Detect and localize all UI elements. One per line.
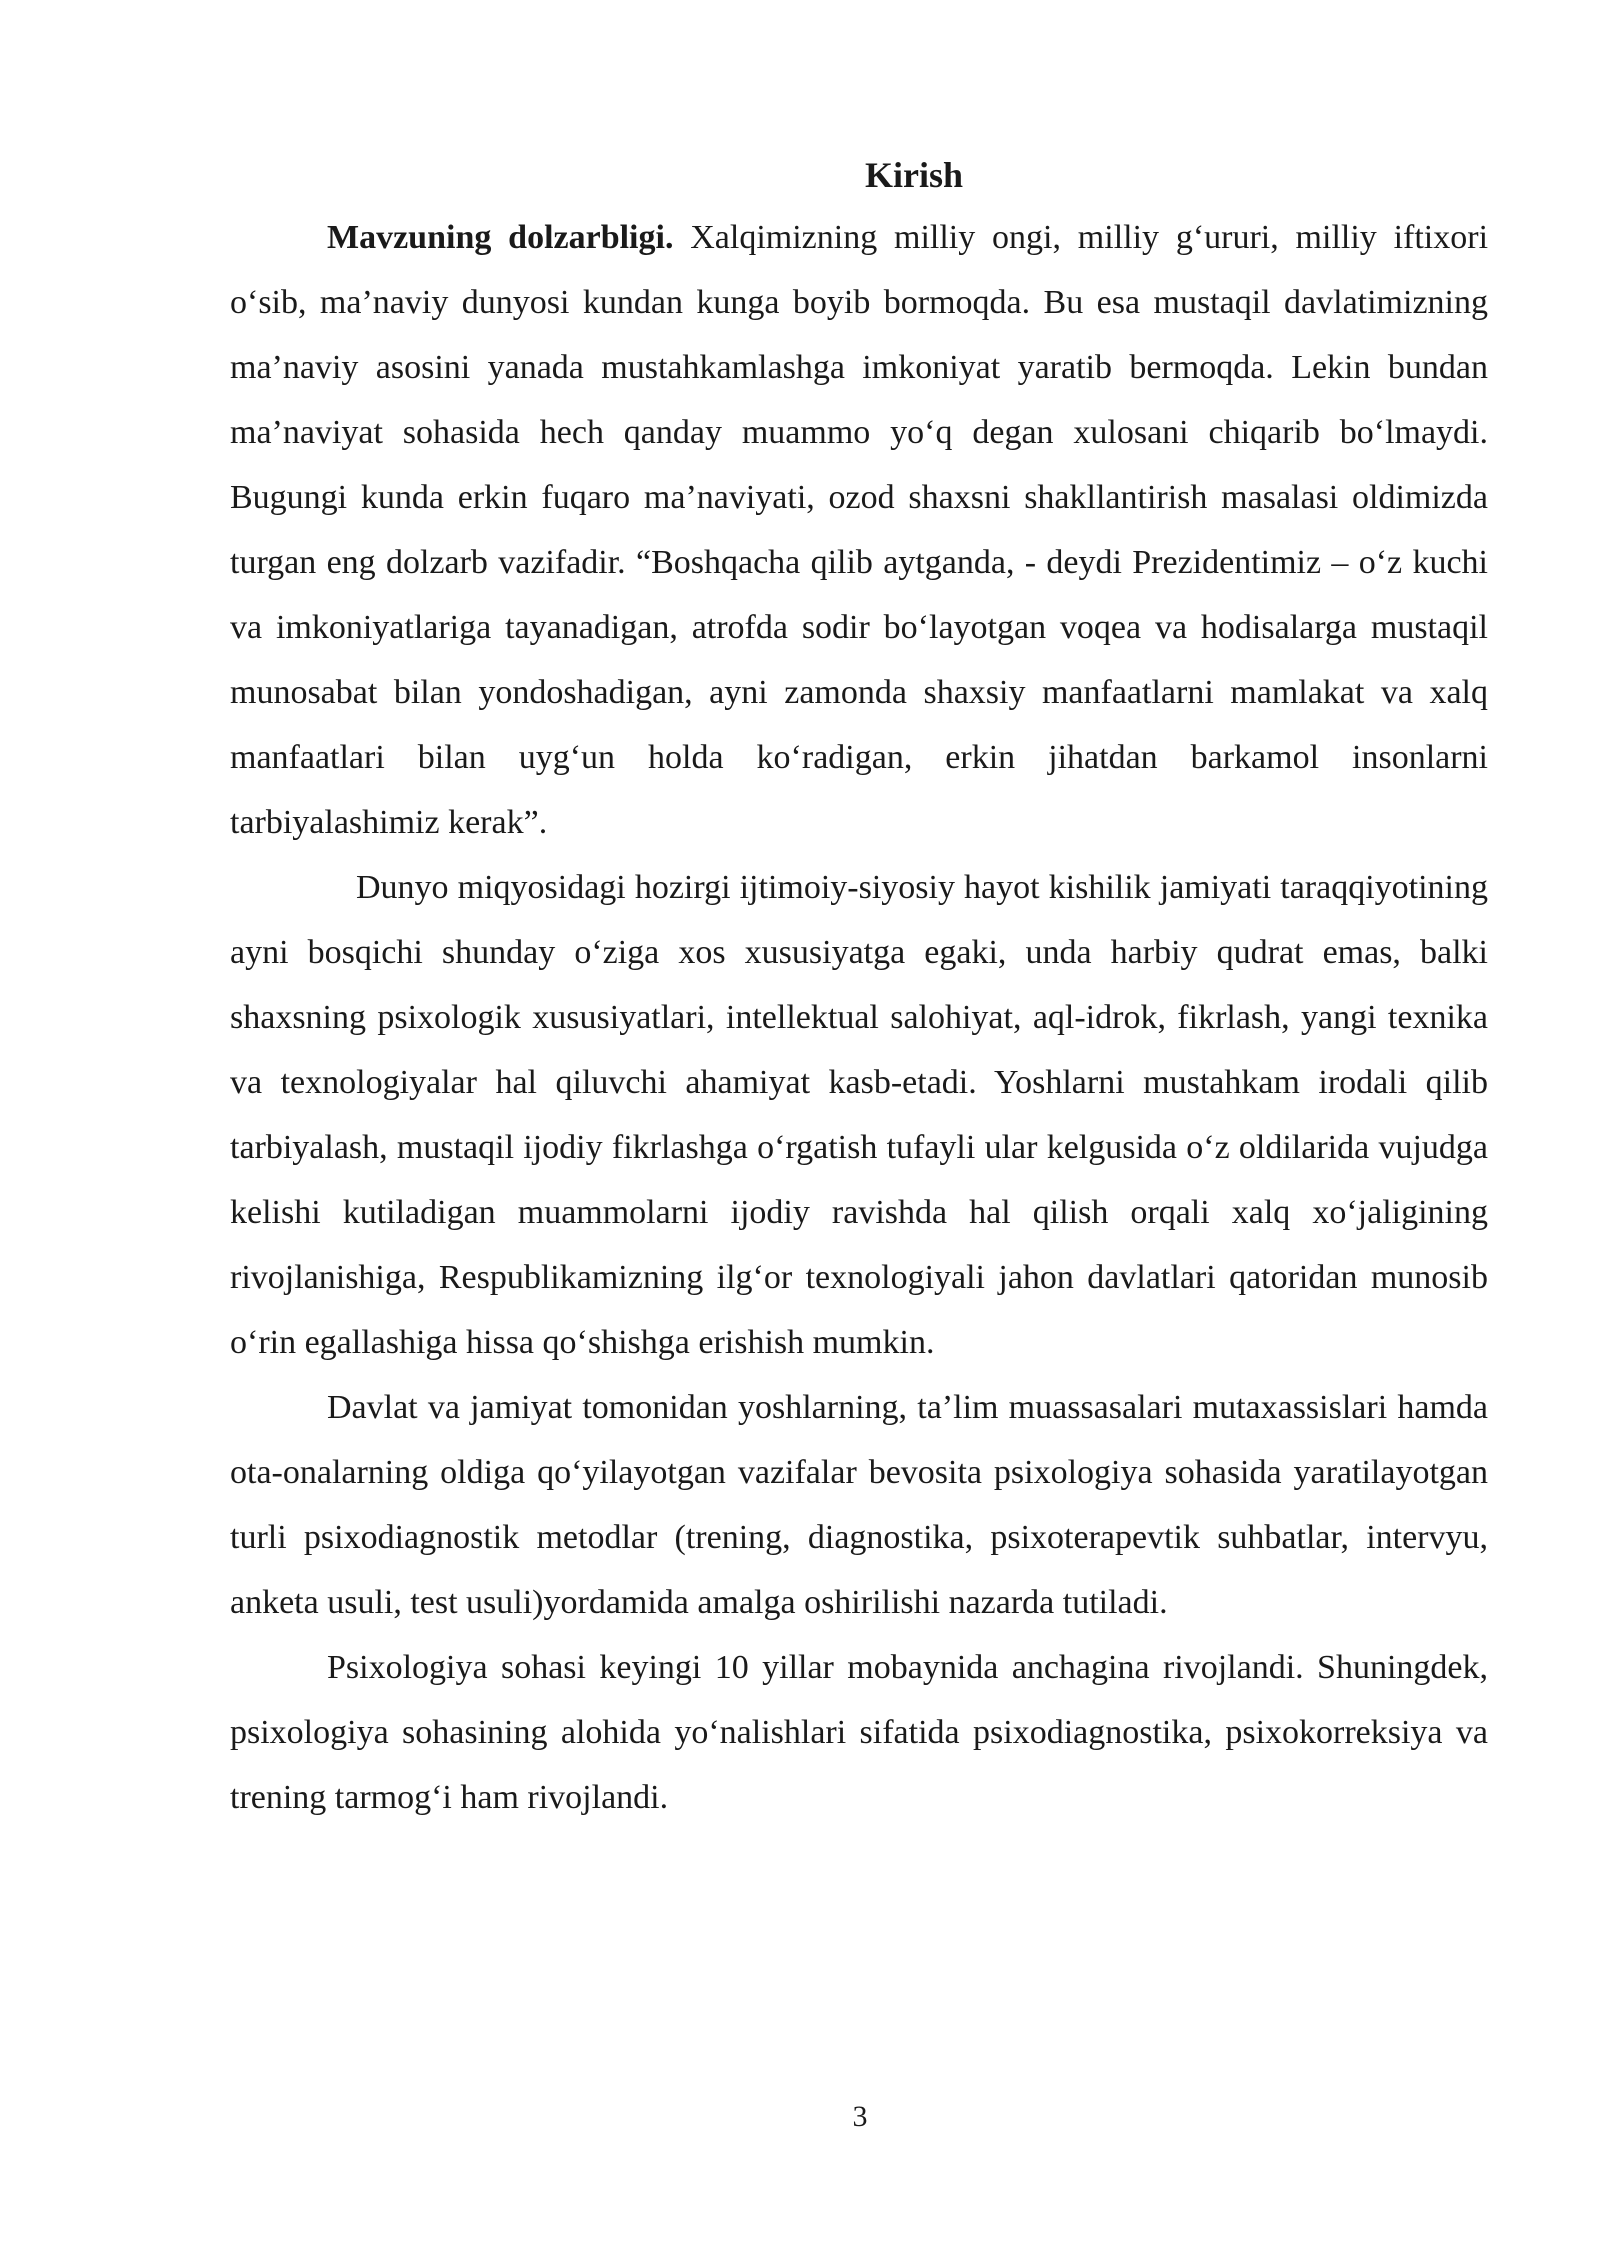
- paragraph-text: Xalqimizning milliy ongi, milliy g‘ururi, milliy iftixori o‘sib, ma’naviy dunyosi kundan kunga boyib bormoqda. Bu esa mustaqil davlatimizning ma’naviy asosini yanada mustahkamlashga imkoniyat yaratib bermoqda. Lekin bundan ma’naviyat sohasida hech qanday muammo yo‘q degan xulosani chiqarib bo‘lmaydi. Bugungi kunda erkin fuqaro ma’naviyati, ozod shaxsni shakllantirish masalasi oldimizda turgan eng dolzarb vazifadir. “Boshqacha qilib aytganda, - deydi Prezidentimiz – o‘z kuchi va imkoniyatlariga tayanadigan, atrofda sodir bo‘layotgan voqea va hodisalarga mustaqil munosabat bilan yondoshadigan, ayni zamonda shaxsiy manfaatlarni mamlakat va xalq manfaatlari bilan uyg‘un holda ko‘radigan, erkin jihatdan barkamol insonlarni tarbiyalashimiz kerak”.: [230, 219, 1489, 841]
- document-body: [230, 145, 1488, 1830]
- page-title: Kirish: [864, 155, 963, 195]
- page-number: 3: [852, 2100, 868, 2133]
- paragraph-state-tasks: Davlat va jamiyat tomonidan yoshlarning, ta’lim muassasalari mutaxassislari hamda ota-onalarning oldiga qo‘yilayotgan vazifalar bevosita psixologiya sohasida yaratilayotgan turli psixodiagnostik metodlar (trening, diagnostika, psixoterapevtik suhbatlar, intervyu, anketa usuli, test usuli)yordamida amalga oshirilishi nazarda tutiladi.: [230, 1389, 1488, 1621]
- paragraph-world-context: Dunyo miqyosidagi hozirgi ijtimoiy-siyosiy hayot kishilik jamiyati taraqqiyotining ayni bosqichi shunday o‘ziga xos xususiyatga egaki, unda harbiy qudrat emas, balki shaxsning psixologik xususiyatlari, intellektual salohiyat, aql-idrok, fikrlash, yangi texnika va texnologiyalar hal qiluvchi ahamiyat kasb-etadi. Yoshlarni mustahkam irodali qilib tarbiyalash, mustaqil ijodiy fikrlashga o‘rgatish tufayli ular kelgusida o‘z oldilarida vujudga kelishi kutiladigan muammolarni ijodiy ravishda hal qilish orqali xalq xo‘jaligining rivojlanishiga, Respublikamizning ilg‘or texnologiyali jahon davlatlari qatoridan munosib o‘rin egallashiga hissa qo‘shishga erishish mumkin.: [230, 869, 1488, 1361]
- paragraph-psychology-development: Psixologiya sohasi keyingi 10 yillar mobaynida anchagina rivojlandi. Shuningdek, psixologiya sohasining alohida yo‘nalishlari sifatida psixodiagnostika, psixokorreksiya va trening tarmog‘i ham rivojlandi.: [230, 1649, 1488, 1816]
- paragraph-lead: Mavzuning dolzarbligi.: [327, 219, 674, 256]
- paragraph-relevance: [230, 205, 1488, 855]
